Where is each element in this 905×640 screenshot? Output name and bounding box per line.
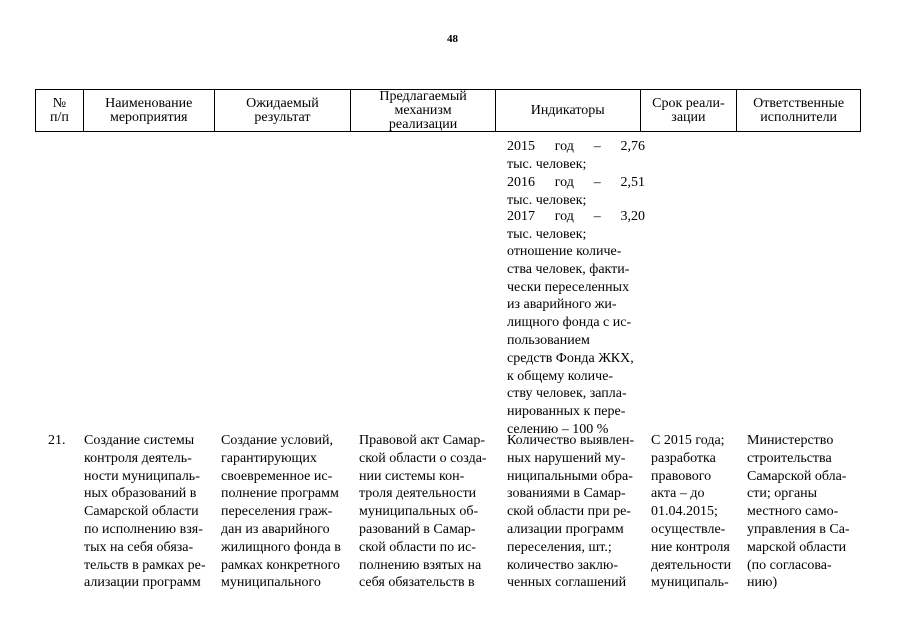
header-name: Наименование мероприятия [83, 90, 214, 131]
measure-name: Создание системы контроля деятель- ности муниципаль- ных образований в Самарской области по исполнению взя- тых на себя обяза- тельств в рамках ре- ализации программ [84, 433, 206, 591]
page-number: 48 [447, 33, 458, 45]
indicators: Количество выявлен- ных нарушений му- ниципальными обра- зованиями в Самар- ской области при ре- ализации программ переселения, шт.; количество заклю- ченных соглашений [507, 433, 635, 591]
mechanism: Правовой акт Самар- ской области о созда- нии системы кон- троля деятельности муниципальных об- разований в Самар- ской области по ис- полнению взятых на себя обязательств в [359, 433, 487, 591]
indicator-ratio-text: отношение количе- ства человек, факти- чески переселенных из аварийного жи- лищного фонда с ис- пользованием средств Фонда ЖКХ, к общему количе- ству человек, запла- нированных к пере- селению – 100 % [507, 244, 634, 437]
header-responsible: Ответственные исполнители [736, 90, 860, 131]
responsible: Министерство строительства Самарской обла- сти; органы местного само- управления в Са- марской области (по согласова- нию) [747, 433, 850, 591]
indicator-unit: тыс. человек; [507, 227, 587, 242]
indicator-year-2016: 2016 год – 2,51 [507, 175, 645, 190]
indicator-year-2017: 2017 год – 3,20 [507, 209, 645, 224]
header-mechanism: Предлагаемый механизм реализации [350, 90, 495, 131]
expected-result: Создание условий, гарантирующих своевременное ис- полнение программ переселения граж- дан из аварийного жилищного фонда в рамках конкретного муниципального [221, 433, 341, 591]
indicator-unit: тыс. человек; [507, 193, 587, 208]
deadline: С 2015 года; разработка правового акта – до 01.04.2015; осуществле- ние контроля деятельности муниципаль- [651, 433, 732, 591]
header-indicators: Индикаторы [495, 90, 640, 131]
indicator-unit: тыс. человек; [507, 157, 587, 172]
row-number: 21. [48, 433, 66, 448]
header-number: № п/п [50, 95, 69, 125]
header-deadline: Срок реали- зации [640, 90, 737, 131]
indicator-year-2015: 2015 год – 2,76 [507, 139, 645, 154]
header-result: Ожидаемый результат [214, 90, 351, 131]
table-header [35, 89, 861, 132]
